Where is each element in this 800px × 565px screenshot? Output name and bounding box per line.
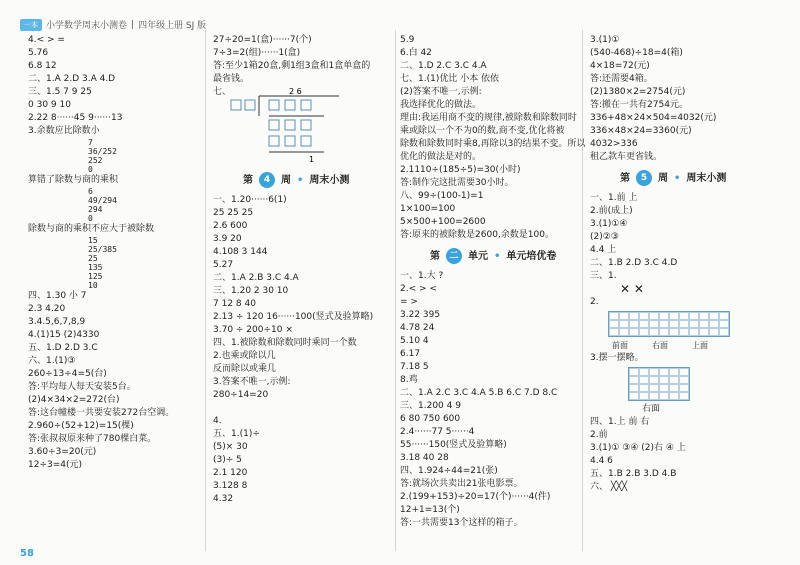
view-grid	[608, 311, 730, 337]
answer-column-2	[213, 34, 393, 506]
answer-line: 五、1.D 2.D 3.C	[28, 343, 98, 353]
answer-line: 五、1.(1)÷	[213, 429, 260, 439]
answer-line: 3.70 ÷ 200÷10 ×	[213, 325, 293, 335]
view-grid-right	[628, 367, 690, 401]
answer-line: 4.4 6	[590, 456, 613, 466]
answer-line: 算错了除数与商的乘积	[28, 175, 119, 185]
answer-line: 一、1.大 ?	[400, 271, 444, 281]
answer-line: 2.1110÷(185÷5)=30(小时)	[400, 165, 521, 175]
answer-line: 3.答案不唯一,示例:	[213, 377, 291, 387]
book-title: 小学数学周末小测卷	[46, 21, 128, 31]
answer-line: 2.1 120	[213, 468, 248, 478]
answer-line: (2)②③	[590, 232, 619, 242]
answer-line: 租乙款车更省钱。	[590, 152, 663, 162]
answer-line: 3.128 8	[213, 481, 248, 491]
answer-line: 4.78 24	[400, 323, 435, 333]
answer-line: (2)答案不唯一,示例:	[400, 87, 482, 97]
answer-line: 2.< > <	[400, 284, 437, 294]
svg-text:1: 1	[309, 155, 315, 164]
answer-line: 答:搬在一共有2754元。	[590, 100, 688, 110]
answer-line: 一、1.前 上	[590, 193, 638, 203]
answer-line: 2.960÷(52+12)=15(棵)	[28, 421, 134, 431]
grade-label: 四年级上册 SJ 版	[138, 21, 207, 31]
answer-line: 答:平均每人每天安装5台。	[28, 382, 136, 392]
answer-line: 5.10 4	[400, 336, 429, 346]
answer-line: 4.(1)15 (2)4330	[28, 330, 100, 340]
answer-line: 3.22 395	[400, 310, 441, 320]
answer-line: 8.鸡	[400, 375, 418, 385]
answer-line	[213, 402, 393, 415]
brand-tag: 一本	[20, 19, 42, 31]
section-banner-unit: 第 二 单元 • 单元培优卷	[430, 248, 580, 264]
answer-line: 乘或除以一个不为0的数,商不变,优化将被	[400, 126, 565, 136]
answer-line: 八、99÷(100-1)=1	[400, 191, 484, 201]
answer-line: 5.76	[28, 48, 49, 58]
column-divider	[395, 30, 396, 551]
answer-line: 3.9 20	[213, 234, 242, 244]
answer-line: 4032>336	[590, 139, 638, 149]
answer-line: 3.余数应比除数小	[28, 126, 100, 136]
answer-line: 2.	[590, 297, 599, 307]
answer-line: 1×100=100	[400, 204, 456, 214]
answer-line: 3.摆一摆略。	[590, 353, 644, 363]
answer-line: 四、1.30 小 7	[28, 291, 87, 301]
answer-line: 三、1.5 7 9 25	[28, 87, 92, 97]
answer-line: 除数和除数同时乘8,再除以3的结果不变。所以	[400, 139, 586, 149]
answer-line: 二、1.B 2.D 3.C 4.D	[590, 258, 678, 268]
answer-line: (540-468)÷18=4(箱)	[590, 48, 683, 58]
answer-line: 7÷3=2(组)······1(盒)	[213, 48, 301, 58]
column-divider	[205, 30, 206, 551]
answer-line: 答:原来的被除数是2600,余数是100。	[400, 230, 554, 240]
answer-line: 7.18 5	[400, 362, 429, 372]
answer-line: 一、1.20······6(1)	[213, 195, 287, 205]
answer-line: 二、1.D 2.C 3.C 4.A	[400, 61, 487, 71]
answer-line: 2.22 8······45 9······13	[28, 113, 123, 123]
svg-text:2 6: 2 6	[289, 87, 302, 96]
answer-line: 三、1.200 4 9	[400, 401, 461, 411]
page-number: 58	[20, 548, 34, 559]
question-seven-diagram: 七、 2 6 1	[213, 86, 393, 166]
answer-line: (3)÷ 5	[213, 455, 242, 465]
answer-line: 3.(1)①④	[590, 219, 628, 229]
answer-line: 6.17	[400, 349, 421, 359]
answer-line: 3.(1)①	[590, 35, 620, 45]
answer-line: 最省钱。	[213, 74, 250, 84]
column-divider	[582, 30, 583, 551]
answer-line: 除数与商的乘积不应大于被除数	[28, 224, 155, 234]
answer-line: 三、1.20 2 30 10	[213, 286, 289, 296]
answer-column-1	[28, 34, 198, 472]
answer-line: (5)× 30	[213, 442, 248, 452]
answer-line: 0 30 9 10	[28, 100, 71, 110]
answer-line: 答:这台幢楼一共要安装272台空调。	[28, 408, 175, 418]
answer-line: 4.32	[213, 494, 234, 504]
answer-line: 2.(199+153)÷20=17(个)······4(件)	[400, 492, 551, 502]
answer-line: 2.3 4.20	[28, 304, 66, 314]
matching-lines-diagram: ✕ ✕	[620, 282, 644, 296]
answer-line: 优化的做法是对的。	[400, 152, 482, 162]
answer-line: 260÷13÷4=5(台)	[28, 369, 107, 379]
answer-line: 答:制作完这批需要30小时。	[400, 178, 514, 188]
answer-line: 2.6 600	[213, 221, 248, 231]
answer-line: 2.前(成上)	[590, 206, 633, 216]
long-division-3: 15 25/385 25 135 125 10	[88, 236, 117, 290]
view-label-right: 右面	[642, 404, 661, 414]
answer-line: 二、1.A 2.C 3.C 4.A 5.B 6.C 7.D 8.C	[400, 388, 558, 398]
answer-line: 6 80 750 600	[400, 414, 461, 424]
answer-column-3	[400, 34, 586, 530]
answer-line: 答:就场次共卖出21张电影票。	[400, 479, 523, 489]
answer-line: 7 12 8 40	[213, 299, 256, 309]
answer-line: 五、1.B 2.B 3.D 4.B	[590, 469, 677, 479]
answer-line: 二、1.A 2.D 3.A 4.D	[28, 74, 116, 84]
answer-line: 2.前	[590, 430, 608, 440]
answer-line: 3.60÷3=20(元)	[28, 447, 97, 457]
answer-line: 55······150(竖式及验算略)	[400, 440, 507, 450]
answer-line: 六、 ╳╳╳	[590, 482, 628, 492]
answer-line: 四、1.被除数和除数同时乘同一个数	[213, 338, 357, 348]
answer-line: 3.(1)① ③④ (2)右 ④ 上	[590, 443, 686, 453]
answer-line: 12÷3=4(元)	[28, 460, 83, 470]
answer-line: 七、1.(1)优比 小本 依依	[400, 74, 500, 84]
answer-line: 4×18=72(元)	[590, 61, 650, 71]
answer-line: 3.4.5,6,7,8,9	[28, 317, 86, 327]
view-labels: 前面 右面 上面	[612, 341, 708, 350]
answer-line: 12+1=13(个)	[400, 505, 460, 515]
answer-line: = >	[400, 297, 418, 307]
answer-line: 336+48×24×504=4032(元)	[590, 113, 717, 123]
answer-line: 理由:我运用商不变的规律,被除数和除数同时	[400, 113, 577, 123]
section-banner-week4: 第 4 周 • 周末小测	[243, 172, 393, 188]
answer-line: 四、1.924÷44=21(张)	[400, 466, 498, 476]
matching-lines-six: ╳╳╳	[610, 482, 628, 492]
answer-line: 6.白 42	[400, 48, 432, 58]
answer-line: 336×48×24=3360(元)	[590, 126, 692, 136]
answer-line: 反而除以或乘几	[213, 364, 277, 374]
answer-line: 6.8 12	[28, 61, 57, 71]
answer-line: 2.4······77 5······4	[400, 427, 475, 437]
long-division-2: 6 49/294 294 0	[88, 187, 117, 223]
answer-column-4	[590, 34, 790, 494]
answer-line: 280÷14=20	[213, 390, 269, 400]
answer-line: 5.27	[213, 260, 234, 270]
answer-line: 4.4 上	[590, 245, 617, 255]
long-division-1: 7 36/252 252 0	[88, 138, 117, 174]
answer-line: 4.	[213, 416, 222, 426]
answer-line: 3.18 40 28	[400, 453, 449, 463]
answer-line: 4.108 3 144	[213, 247, 268, 257]
answer-line: 四、1.上 前 右	[590, 417, 650, 427]
answer-line: 25 25 25	[213, 208, 254, 218]
answer-line: 答:张叔叔原来种了780棵白菜。	[28, 434, 157, 444]
answer-line: (2)1380×2=2754(元)	[590, 87, 686, 97]
answer-line: 27÷20=1(盒)······7(个)	[213, 35, 312, 45]
answer-line: 二、1.A 2.B 3.C 4.A	[213, 273, 299, 283]
division-diagram	[229, 86, 349, 164]
answer-line: 三、1.	[590, 271, 617, 281]
answer-line: 答:一共需要13个这样的箱子。	[400, 518, 523, 528]
answer-line: 我选择优化的做法。	[400, 100, 482, 110]
answer-line: 六、1.(1)③	[28, 356, 76, 366]
answer-line: 答:还需要4箱。	[590, 74, 653, 84]
answer-line: 4.< > =	[28, 35, 65, 45]
answer-line: 2.13 ÷ 120 16······100(竖式及验算略)	[213, 312, 374, 322]
answer-line: 答:至少1箱20盒,剩1组3盒和1盒单盒的	[213, 61, 371, 71]
answer-line: 5.9	[400, 35, 415, 45]
answer-line: 5×500+100=2600	[400, 217, 486, 227]
page-header: 一本 小学数学周末小测卷 | 四年级上册 SJ 版	[20, 18, 206, 31]
answer-line: (2)4×34×2=272(台)	[28, 395, 120, 405]
answer-line: 2.也乘或除以几	[213, 351, 276, 361]
section-banner-week5: 第 5 周 • 周末小测	[620, 170, 790, 186]
